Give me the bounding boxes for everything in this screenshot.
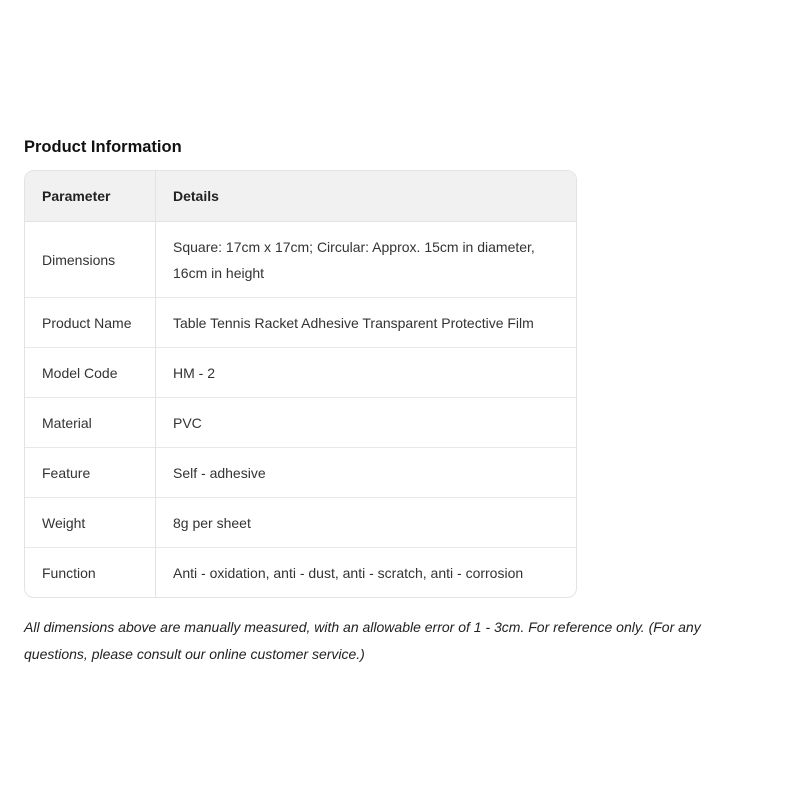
row-details: HM - 2 xyxy=(156,348,577,398)
product-info-table-container xyxy=(24,170,577,598)
row-details: Table Tennis Racket Adhesive Transparent Protective Film xyxy=(156,298,577,348)
row-parameter: Feature xyxy=(25,448,156,498)
row-parameter: Weight xyxy=(25,498,156,548)
row-parameter: Product Name xyxy=(25,298,156,348)
row-details: Self - adhesive xyxy=(156,448,577,498)
table-row xyxy=(25,398,576,448)
row-details: Square: 17cm x 17cm; Circular: Approx. 15cm in diameter, 16cm in height xyxy=(173,238,535,281)
row-parameter: Material xyxy=(25,398,156,448)
table-row xyxy=(25,298,576,348)
table-header-row xyxy=(25,171,576,222)
product-info-table xyxy=(25,171,576,597)
table-row xyxy=(25,222,576,298)
measurement-note: All dimensions above are manually measured, with an allowable error of 1 - 3cm. For reference only. (For any questions, please consult our online customer service.) xyxy=(24,619,701,662)
table-row xyxy=(25,348,576,398)
row-parameter: Model Code xyxy=(25,348,156,398)
header-details: Details xyxy=(156,171,577,222)
product-info-section xyxy=(24,136,764,682)
table-row xyxy=(25,498,576,548)
row-parameter: Dimensions xyxy=(25,222,156,298)
table-row xyxy=(25,448,576,498)
row-details: Anti - oxidation, anti - dust, anti - scratch, anti - corrosion xyxy=(156,548,577,598)
header-parameter: Parameter xyxy=(25,171,156,222)
section-title: Product Information xyxy=(24,138,182,156)
row-details: PVC xyxy=(156,398,577,448)
row-details: 8g per sheet xyxy=(156,498,577,548)
table-row xyxy=(25,548,576,598)
row-parameter: Function xyxy=(25,548,156,598)
